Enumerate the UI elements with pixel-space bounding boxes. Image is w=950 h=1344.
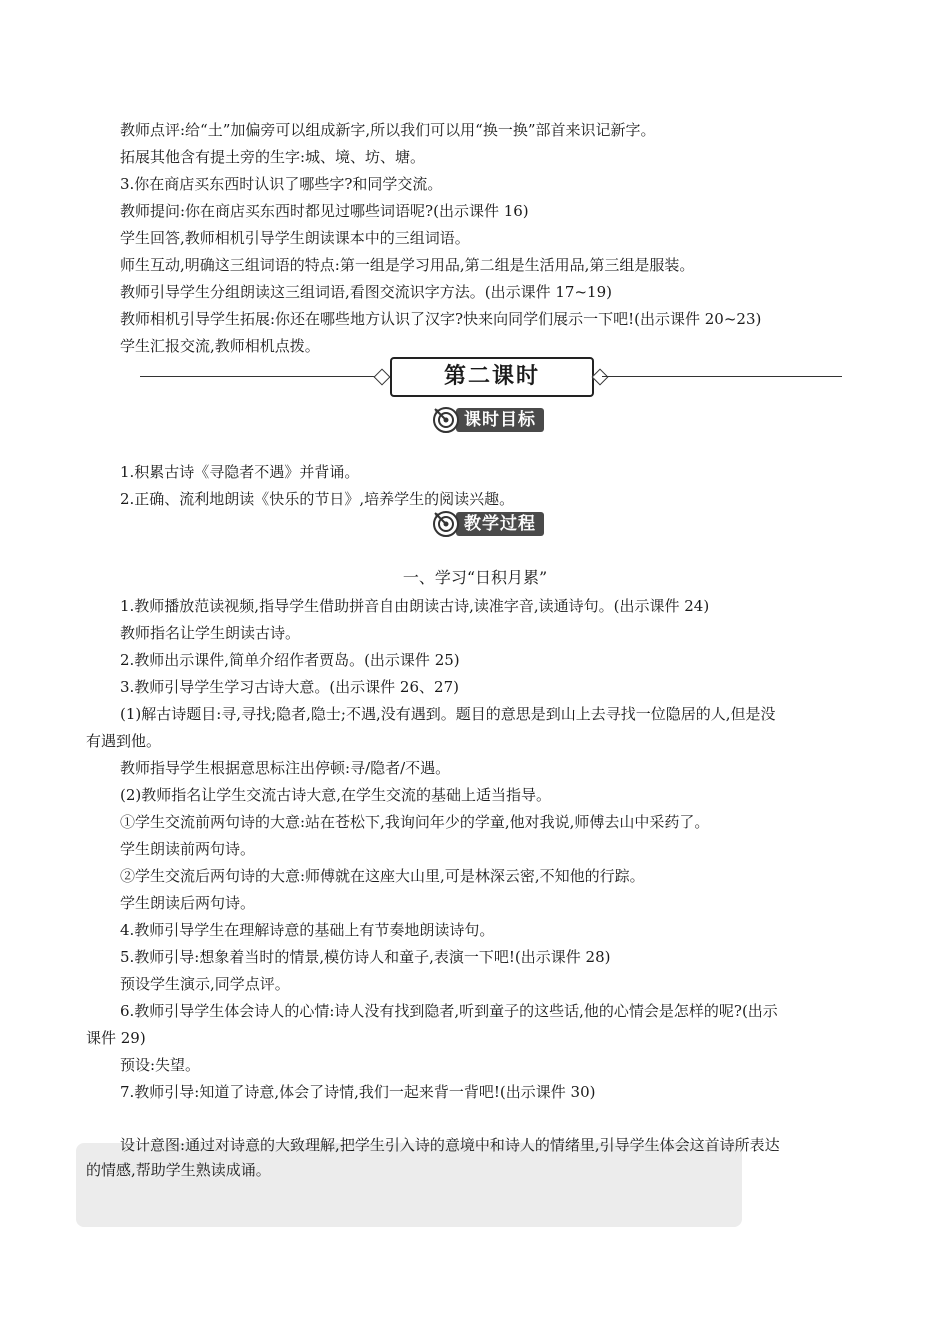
text-line: 3.教师引导学生学习古诗大意。(出示课件 26、27) xyxy=(120,678,459,696)
text-line: 学生回答,教师相机引导学生朗读课本中的三组词语。 xyxy=(120,229,470,247)
text-line: 师生互动,明确这三组词语的特点:第一组是学习用品,第二组是生活用品,第三组是服装。 xyxy=(120,256,695,274)
diamond-ornament-right xyxy=(592,369,609,386)
text-line: 学生朗读后两句诗。 xyxy=(120,894,256,912)
text-line: 学生朗读前两句诗。 xyxy=(120,840,256,858)
text-line: 教师提问:你在商店买东西时都见过哪些词语呢?(出示课件 16) xyxy=(120,202,529,220)
text-line: 预设:失望。 xyxy=(120,1056,201,1074)
text-line: 课件 29) xyxy=(86,1029,146,1047)
text-line: 教师指名让学生朗读古诗。 xyxy=(120,624,301,642)
goal-item: 1.积累古诗《寻隐者不遇》并背诵。 xyxy=(120,463,360,481)
text-line: 2.教师出示课件,简单介绍作者贾岛。(出示课件 25) xyxy=(120,651,460,669)
lesson-header xyxy=(140,355,842,399)
text-line: 6.教师引导学生体会诗人的心情:诗人没有找到隐者,听到童子的这些话,他的心情会是怎样的呢?(出示 xyxy=(120,1002,778,1020)
text-line: 学生汇报交流,教师相机点拨。 xyxy=(120,337,320,355)
text-line: 教师指导学生根据意思标注出停顿:寻/隐者/不遇。 xyxy=(120,759,451,777)
goals-badge-label: 课时目标 xyxy=(456,408,544,432)
process-badge-label: 教学过程 xyxy=(456,512,544,536)
diamond-ornament-left xyxy=(374,369,391,386)
lesson-title: 第二课时 xyxy=(390,357,594,397)
text-line: (1)解古诗题目:寻,寻找;隐者,隐士;不遇,没有遇到。题目的意思是到山上去寻找一位隐居的人,但是没 xyxy=(120,705,776,723)
text-line: 预设学生演示,同学点评。 xyxy=(120,975,290,993)
target-icon xyxy=(432,406,460,434)
text-line: 3.你在商店买东西时认识了哪些字?和同学交流。 xyxy=(120,175,443,193)
text-line: 教师相机引导学生拓展:你还在哪些地方认识了汉字?快来向同学们展示一下吧!(出示课件 20~23) xyxy=(120,310,762,328)
text-line: 设计意图:通过对诗意的大致理解,把学生引入诗的意境中和诗人的情绪里,引导学生体会这首诗所表达 xyxy=(120,1136,780,1154)
text-line: 7.教师引导:知道了诗意,体会了诗情,我们一起来背一背吧!(出示课件 30) xyxy=(120,1083,596,1101)
text-line: 的情感,帮助学生熟读成诵。 xyxy=(86,1161,271,1179)
text-line: (2)教师指名让学生交流古诗大意,在学生交流的基础上适当指导。 xyxy=(120,786,552,804)
text-line: 教师点评:给“土”加偏旁可以组成新字,所以我们可以用“换一换”部首来识记新字。 xyxy=(120,121,656,139)
design-intent-box xyxy=(76,1143,742,1227)
divider-right xyxy=(602,376,842,377)
text-line: 1.教师播放范读视频,指导学生借助拼音自由朗读古诗,读准字音,读通诗句。(出示课件 24) xyxy=(120,597,710,615)
section-title: 一、学习“日积月累” xyxy=(402,568,548,587)
text-line: 教师引导学生分组朗读这三组词语,看图交流识字方法。(出示课件 17~19) xyxy=(120,283,612,301)
text-line: 4.教师引导学生在理解诗意的基础上有节奏地朗读诗句。 xyxy=(120,921,495,939)
text-line: 有遇到他。 xyxy=(86,732,162,750)
goal-item: 2.正确、流利地朗读《快乐的节日》,培养学生的阅读兴趣。 xyxy=(120,490,515,508)
text-line: 拓展其他含有提土旁的生字:城、境、坊、塘。 xyxy=(120,148,426,166)
divider-left xyxy=(140,376,380,377)
target-icon xyxy=(432,510,460,538)
text-line: 5.教师引导:想象着当时的情景,模仿诗人和童子,表演一下吧!(出示课件 28) xyxy=(120,948,611,966)
text-line: ②学生交流后两句诗的大意:师傅就在这座大山里,可是林深云密,不知他的行踪。 xyxy=(120,867,645,885)
text-line: ①学生交流前两句诗的大意:站在苍松下,我询问年少的学童,他对我说,师傅去山中采药了。 xyxy=(120,813,710,831)
